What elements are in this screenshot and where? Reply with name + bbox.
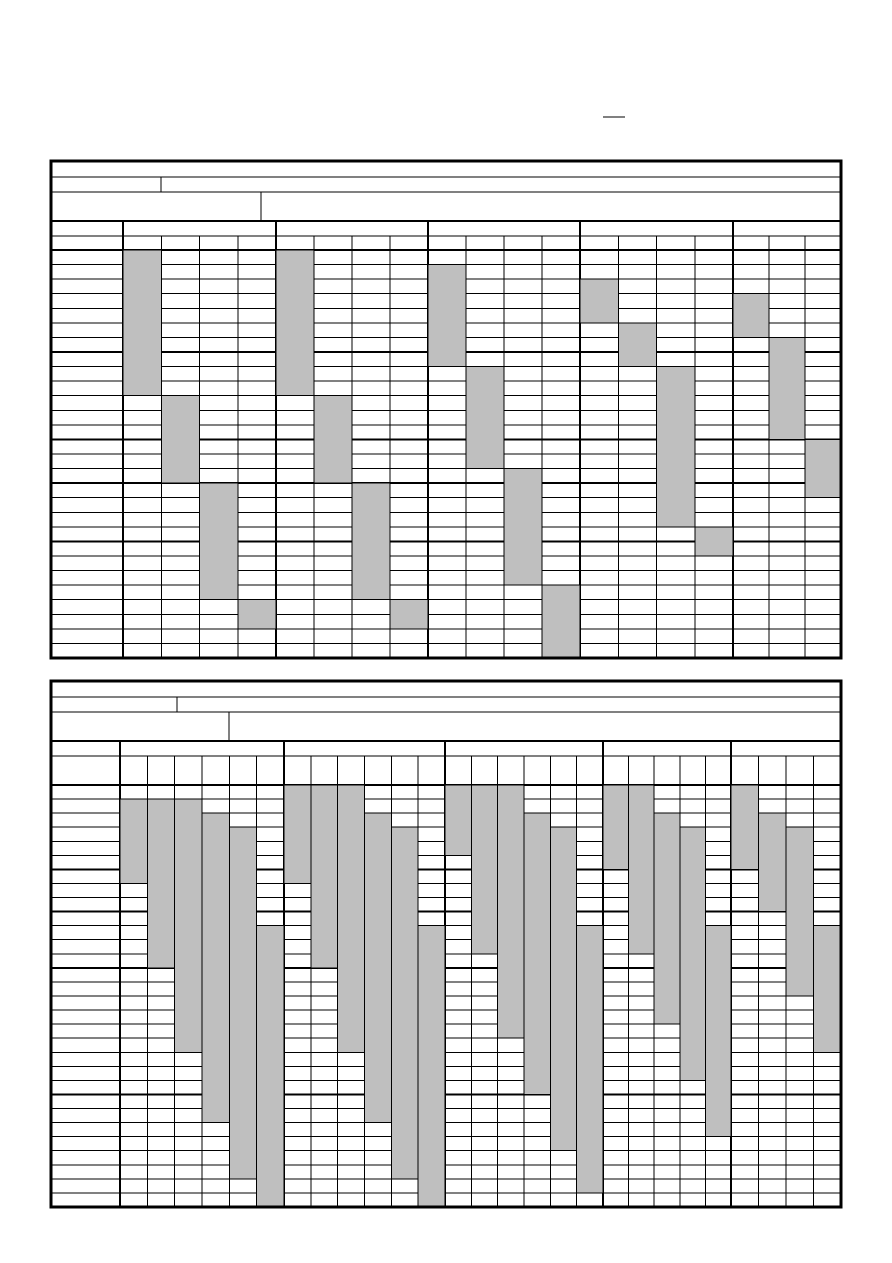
schedule-bar — [524, 813, 550, 1094]
schedule-bar — [654, 813, 680, 1024]
schedule-bar — [123, 250, 161, 396]
schedule-bar — [629, 785, 655, 954]
schedule-bar — [147, 799, 174, 968]
schedule-bar — [786, 827, 814, 996]
schedule-bar — [284, 785, 311, 883]
schedule-bar — [657, 367, 695, 527]
schedule-grid-top — [51, 161, 841, 658]
schedule-grid-bottom — [51, 681, 841, 1207]
schedule-bar — [352, 483, 390, 600]
schedule-bar — [276, 250, 314, 396]
schedule-bar — [759, 813, 787, 911]
schedule-bar — [202, 813, 229, 1122]
schedule-bar — [466, 367, 504, 469]
schedule-bar — [161, 396, 199, 483]
schedule-bar — [229, 827, 256, 1179]
schedule-bar — [705, 926, 731, 1137]
schedule-bar — [733, 294, 769, 338]
schedule-bar — [391, 827, 418, 1179]
schedule-bar — [618, 323, 656, 367]
schedule-bar — [175, 799, 202, 1052]
schedule-bar — [238, 600, 276, 629]
schedule-bar — [695, 527, 733, 556]
schedule-bar — [428, 265, 466, 367]
schedule-bar — [805, 439, 841, 497]
schedule-bar — [769, 337, 805, 439]
schedule-bar — [445, 785, 471, 855]
schedule-bar — [580, 279, 618, 323]
schedule-bar — [550, 827, 576, 1151]
schedule-bar — [311, 785, 338, 968]
schedule-bar — [504, 469, 542, 586]
schedule-bar — [577, 926, 603, 1193]
schedule-bar — [257, 926, 284, 1207]
schedule-bar — [418, 926, 445, 1207]
schedule-bar — [314, 396, 352, 483]
schedule-bar — [603, 785, 629, 869]
schedule-bar — [814, 926, 842, 1053]
schedule-bar — [120, 799, 147, 883]
schedule-bar — [338, 785, 365, 1052]
schedule-bar — [200, 483, 238, 600]
schedule-bar — [365, 813, 392, 1122]
schedule-bar — [498, 785, 524, 1038]
schedule-bar — [542, 585, 580, 658]
schedule-bar — [471, 785, 497, 954]
schedule-bar — [390, 600, 428, 629]
schedule-bar — [731, 785, 759, 869]
schedule-bar — [680, 827, 706, 1080]
